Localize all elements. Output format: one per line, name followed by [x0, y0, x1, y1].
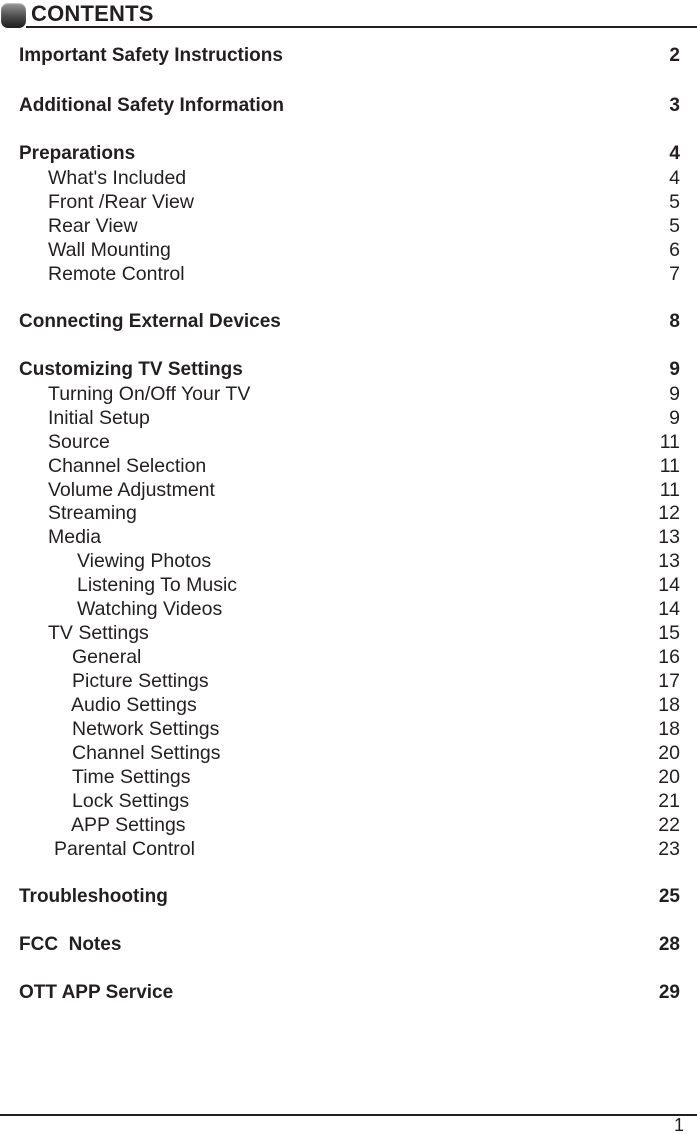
toc-entry-title: Preparations [19, 143, 136, 164]
toc-entry-channel-settings[interactable] [0, 741, 697, 765]
toc-entry-page: 11 [659, 479, 680, 501]
toc-entry-picture-settings[interactable] [0, 669, 697, 693]
rounded-square-bullet-icon [1, 3, 26, 28]
toc-entry-remote-control[interactable] [0, 262, 697, 286]
toc-entry-title: Remote Control [48, 263, 185, 285]
toc-entry-lock-settings[interactable] [0, 789, 697, 813]
toc-entry-title: Source [48, 431, 110, 453]
toc-entry-page: 11 [659, 455, 680, 477]
toc-entry-app-settings[interactable] [0, 813, 697, 837]
toc-entry-title: Rear View [48, 215, 138, 237]
toc-entry-network-settings[interactable] [0, 717, 697, 741]
toc-entry-viewing-photos[interactable] [0, 549, 697, 573]
toc-entry-page: 29 [658, 982, 680, 1003]
toc-entry-title: Streaming [48, 502, 137, 524]
toc-entry-ott-app-service[interactable] [0, 981, 697, 1005]
toc-entry-page: 28 [658, 934, 680, 955]
toc-entry-additional-safety[interactable] [0, 94, 697, 118]
toc-entry-page: 2 [669, 45, 680, 66]
toc-entry-listening-music[interactable] [0, 573, 697, 597]
page-number: 1 [673, 1115, 684, 1135]
toc-entry-title: Network Settings [72, 718, 220, 740]
toc-entry-title: Important Safety Instructions [19, 45, 283, 66]
toc-entry-page: 13 [658, 526, 680, 548]
toc-entry-title: Troubleshooting [19, 886, 168, 907]
toc-entry-channel-selection[interactable] [0, 454, 697, 478]
toc-entry-title: Wall Mounting [48, 239, 171, 261]
toc-entry-whats-included[interactable] [0, 166, 697, 190]
toc-entry-page: 15 [658, 622, 680, 644]
toc-entry-page: 11 [659, 431, 680, 453]
page-title: CONTENTS [31, 1, 154, 26]
toc-entry-title: Media [48, 526, 102, 548]
toc-entry-page: 7 [669, 263, 680, 285]
toc-entry-watching-videos[interactable] [0, 597, 697, 621]
toc-entry-parental-control[interactable] [0, 837, 697, 861]
toc-entry-title: Listening To Music [77, 574, 238, 596]
toc-entry-title: Additional Safety Information [19, 95, 284, 116]
toc-entry-title: Volume Adjustment [48, 479, 215, 501]
toc-entry-customizing-tv[interactable] [0, 358, 697, 382]
toc-entry-title: Connecting External Devices [19, 311, 281, 332]
toc-entry-page: 16 [658, 646, 680, 668]
toc-entry-title: Front /Rear View [48, 191, 194, 213]
toc-entry-page: 18 [658, 718, 680, 740]
toc-entry-page: 5 [669, 191, 680, 213]
toc-entry-title: Parental Control [54, 838, 195, 860]
toc-entry-page: 9 [669, 359, 680, 380]
toc-entry-title: Channel Settings [72, 742, 221, 764]
toc-entry-preparations[interactable] [0, 142, 697, 166]
toc-entry-audio-settings[interactable] [0, 693, 697, 717]
toc-entry-tv-settings[interactable] [0, 621, 697, 645]
toc-entry-general[interactable] [0, 645, 697, 669]
toc-entry-page: 8 [669, 311, 680, 332]
toc-entry-fcc-notes[interactable] [0, 933, 697, 957]
toc-entry-media[interactable] [0, 525, 697, 549]
toc-entry-page: 9 [669, 383, 680, 405]
toc-entry-title: General [72, 646, 142, 668]
toc-entry-page: 3 [669, 95, 680, 116]
toc-entry-title: Turning On/Off Your TV [48, 383, 251, 405]
toc-entry-page: 14 [658, 574, 680, 596]
toc-entry-title: Time Settings [72, 766, 191, 788]
header-divider [26, 26, 697, 28]
toc-entry-page: 4 [669, 143, 680, 164]
toc-entry-page: 13 [658, 550, 680, 572]
toc-entry-initial-setup[interactable] [0, 406, 697, 430]
toc-entry-page: 18 [658, 694, 680, 716]
toc-entry-title: Channel Selection [48, 455, 207, 477]
toc-entry-title: Lock Settings [72, 790, 190, 812]
toc-entry-title: APP Settings [71, 814, 186, 836]
toc-entry-title: Initial Setup [48, 407, 150, 429]
toc-entry-page: 17 [658, 670, 680, 692]
toc-entry-volume-adjustment[interactable] [0, 478, 697, 502]
toc-entry-page: 5 [669, 215, 680, 237]
toc-entry-page: 14 [658, 598, 680, 620]
toc-entry-title: What's Included [48, 167, 187, 189]
toc-entry-important-safety[interactable] [0, 44, 697, 68]
footer-divider [0, 1114, 697, 1116]
toc-entry-title: FCC Notes [19, 934, 122, 955]
toc-entry-title: Viewing Photos [77, 550, 212, 572]
toc-entry-page: 20 [658, 766, 680, 788]
toc-entry-page: 6 [669, 239, 680, 261]
toc-entry-title: OTT APP Service [19, 982, 174, 1003]
toc-entry-page: 20 [658, 742, 680, 764]
toc-entry-wall-mounting[interactable] [0, 238, 697, 262]
toc-entry-streaming[interactable] [0, 501, 697, 525]
toc-entry-page: 12 [658, 502, 680, 524]
toc-entry-front-rear-view[interactable] [0, 190, 697, 214]
toc-entry-title: Audio Settings [71, 694, 197, 716]
toc-entry-page: 25 [658, 886, 680, 907]
toc-entry-page: 22 [658, 814, 680, 836]
toc-entry-page: 9 [669, 407, 680, 429]
toc-entry-time-settings[interactable] [0, 765, 697, 789]
toc-entry-troubleshooting[interactable] [0, 885, 697, 909]
toc-entry-title: Customizing TV Settings [19, 359, 243, 380]
toc-entry-turning-on-off[interactable] [0, 382, 697, 406]
toc-entry-title: TV Settings [48, 622, 149, 644]
toc-entry-connecting-external[interactable] [0, 310, 697, 334]
toc-entry-page: 4 [669, 167, 680, 189]
toc-entry-source[interactable] [0, 430, 697, 454]
toc-entry-page: 21 [658, 790, 680, 812]
toc-entry-title: Watching Videos [77, 598, 223, 620]
contents-header [0, 0, 697, 30]
toc-entry-title: Picture Settings [72, 670, 209, 692]
toc-entry-rear-view[interactable] [0, 214, 697, 238]
toc-entry-page: 23 [658, 838, 680, 860]
